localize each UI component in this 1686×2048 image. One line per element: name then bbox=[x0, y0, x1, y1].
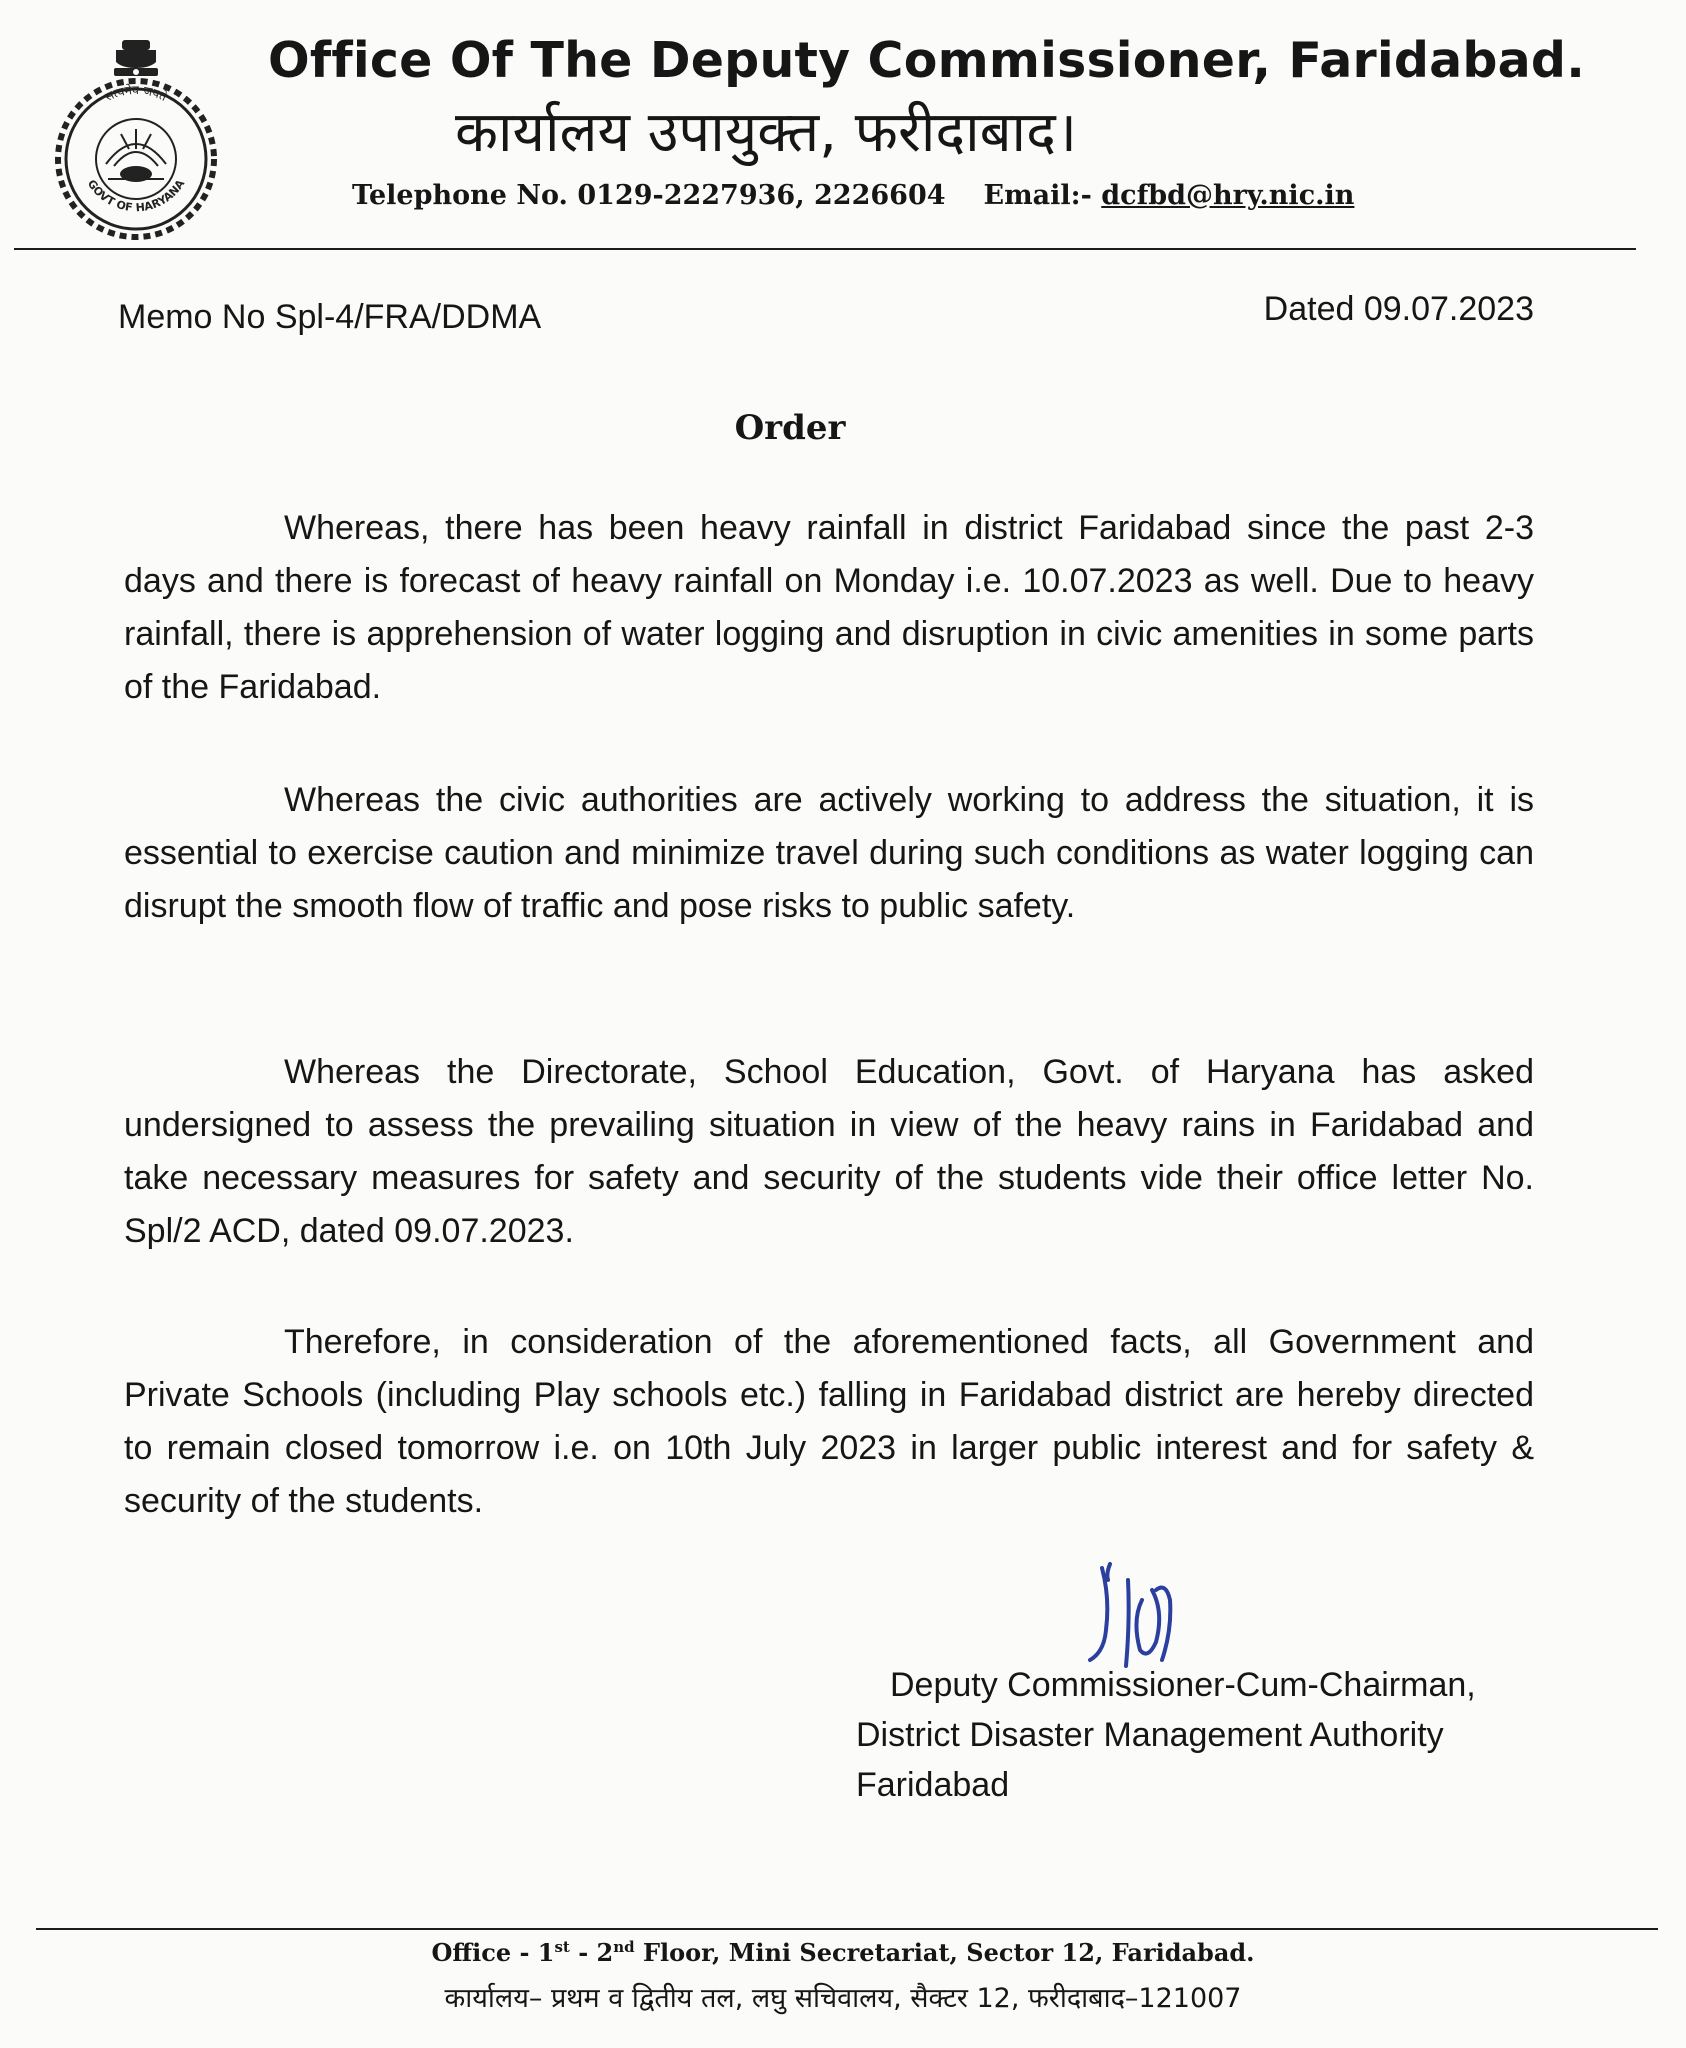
memo-date: Dated 09.07.2023 bbox=[1263, 290, 1534, 328]
footer-address-hindi: कार्यालय– प्रथम व द्वितीय तल, लघु सचिवालय, सैक्टर 12, फरीदाबाद–121007 bbox=[444, 1983, 1242, 2014]
footer-mid: - 2 bbox=[569, 1938, 614, 1967]
signatory-place: Faridabad bbox=[856, 1766, 1010, 1804]
svg-text:GOVT OF HARYANA bbox=[85, 177, 188, 214]
telephone-text: Telephone No. 0129-2227936, 2226604 bbox=[352, 180, 946, 211]
signatory-authority: District Disaster Management Authority bbox=[856, 1716, 1444, 1754]
footer-address-english bbox=[0, 1938, 1686, 1967]
email-link[interactable]: dcfbd@hry.nic.in bbox=[1101, 180, 1355, 211]
paragraph-1: Whereas, there has been heavy rainfall in district Faridabad since the past 2-3 days and there is forecast of heavy rainfall on Monday i.e. 10.07.2023 as well. Due to heavy rainfall, there is apprehension of water logging and disruption in civic amenities in some parts of the Faridabad. bbox=[124, 509, 1534, 706]
emblem-motto-text: सत्यमेव जयते bbox=[103, 82, 170, 104]
emblem-govt-text: GOVT OF HARYANA bbox=[84, 177, 188, 215]
signatory-block bbox=[856, 1660, 1476, 1810]
office-title-english: Office Of The Deputy Commissioner, Faridabad. bbox=[268, 32, 1586, 89]
email-label: Email:- bbox=[983, 180, 1092, 211]
footer-divider bbox=[36, 1928, 1658, 1930]
memo-number: Memo No Spl-4/FRA/DDMA bbox=[118, 298, 542, 336]
footer-office-prefix: Office - 1 bbox=[431, 1938, 555, 1967]
contact-line bbox=[352, 180, 1354, 211]
paragraph-3: Whereas the Directorate, School Education, Govt. of Haryana has asked undersigned to assess the prevailing situation in view of the heavy rains in Faridabad and take necessary measures for safety and security of the students vide their office letter No. Spl/2 ACD, dated 09.07.2023. bbox=[124, 1053, 1534, 1250]
footer-office-suffix: Floor, Mini Secretariat, Sector 12, Faridabad. bbox=[634, 1938, 1255, 1967]
header-divider bbox=[14, 248, 1636, 250]
haryana-emblem-logo bbox=[36, 34, 236, 244]
footer-sup-nd: nd bbox=[613, 1938, 635, 1956]
paragraph-4: Therefore, in consideration of the aforementioned facts, all Government and Private Schools (including Play schools etc.) falling in Faridabad district are hereby directed to remain closed tomorrow i.e. on 10th July 2023 in larger public interest and for safety & security of the students. bbox=[124, 1323, 1534, 1520]
office-title-hindi: कार्यालय उपायुक्त, फरीदाबाद। bbox=[455, 100, 1078, 165]
paragraph-2: Whereas the civic authorities are actively working to address the situation, it is essential to exercise caution and minimize travel during such conditions as water logging can disrupt the smooth flow of traffic and pose risks to public safety. bbox=[124, 781, 1534, 925]
order-heading: Order bbox=[734, 408, 846, 448]
signatory-designation: Deputy Commissioner-Cum-Chairman, bbox=[890, 1666, 1476, 1704]
footer-sup-st: st bbox=[554, 1938, 570, 1956]
